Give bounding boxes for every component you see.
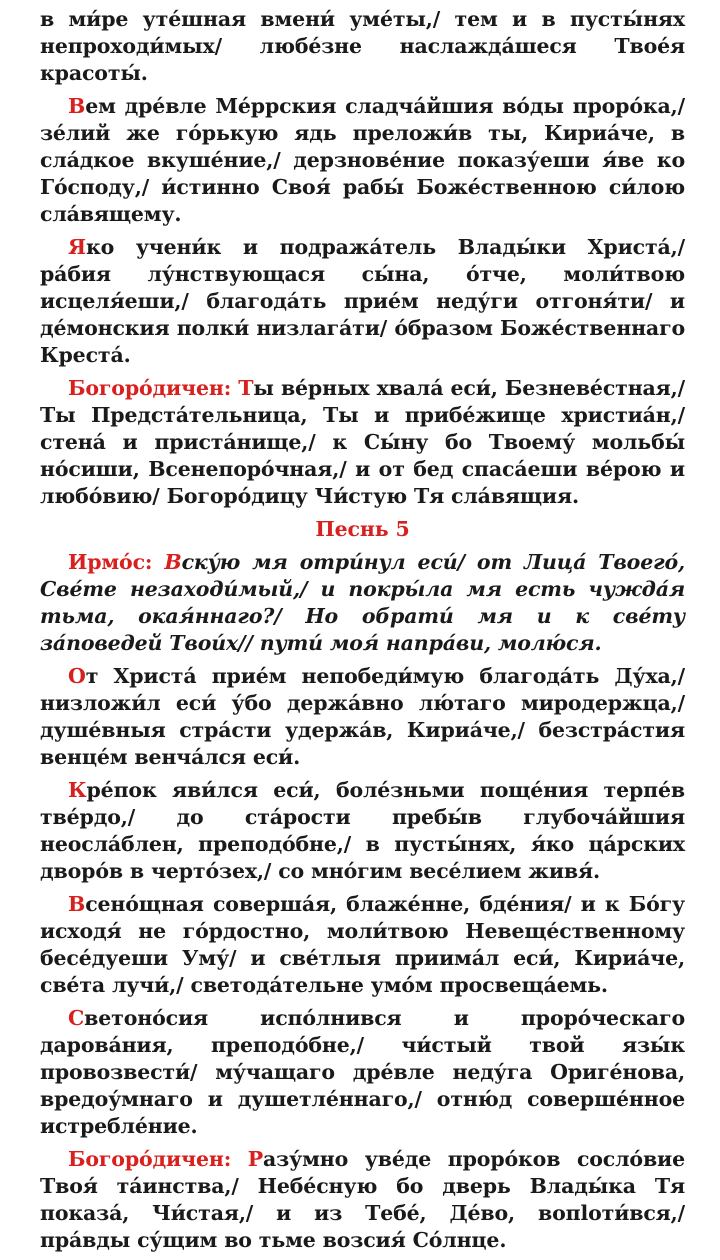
irmos-label: Ирмо́с: [68, 550, 165, 574]
paragraph-text: ем дре́вле Ме́ррския сладча́йшия во́ды проро́ка,/ зе́лий же го́рькую ядь преложи́в ты, Кириа́че, в сла́дкое вкуше́ние,/ дерзнове́ние показу́еши я́ве ко Го́споду,/ и́стинно Своя́ рабы́ Боже́ственною си́лою сла́вящему. [40, 94, 685, 226]
irmos-paragraph [40, 549, 685, 657]
troparion-paragraph [40, 891, 685, 999]
paragraph-text: т Христа́ прие́м непобеди́мую благода́ть Ду́ха,/ низложи́л еси́ у́бо держа́вно лю́таго миродержца,/ душе́вныя стра́сти удержа́в, Кириа́че,/ безстра́стия венце́м венча́лся еси́. [40, 664, 685, 769]
drop-initial: В [68, 94, 86, 118]
paragraph-text: ветоно́сия испо́лнився и проро́ческаго дарова́ния, преподо́бне,/ чи́стый твой язы́к провозвести́/ му́чащаго дре́вле неду́га Ориге́нова, вредоу́мнаго и душетле́ннаго,/ отню́д соверше́нное истребле́ние. [40, 1006, 685, 1138]
paragraph-continuation [40, 6, 685, 87]
ode-heading: Песнь 5 [315, 517, 410, 541]
paragraph-text: ко учени́к и подража́тель Влады́ки Христа́,/ ра́бия лу́нствующася сы́на, о́тче, моли́твою исцеля́еши,/ благода́ть прие́м неду́ги отгоня́ти/ и де́монския полки́ низлага́ти/ о́бразом Боже́ственнаго Креста́. [40, 235, 685, 367]
paragraph-text: ре́пок яви́лся еси́, боле́зньми поще́ния терпе́в тве́рдо,/ до ста́рости пребы́в глубоча́йшия неосла́блен, преподо́бне,/ в пусты́нях, я́ко ца́рских дворо́в в черто́зех,/ со мно́гим весе́лием живя́. [40, 778, 685, 883]
theotokion-label: Богоро́дичен: [68, 376, 239, 400]
troparion-paragraph [40, 1005, 685, 1140]
drop-initial: Р [247, 1147, 264, 1171]
paragraph-text: азу́мно уве́де проро́ков сосло́вие Твоя́ та́инства,/ Небе́сную бо дверь Влады́ка Тя показа́, Чи́стая,/ и из Тебе́, Де́во, вопloти́вся,/ пра́вды су́щим во тьме возсия́ Со́лнце. [40, 1147, 685, 1252]
theotokion-label: Богоро́дичен: [68, 1147, 248, 1171]
paragraph-text: в ми́ре уте́шная вмени́ уме́ты,/ тем и в пусты́нях непроходи́мых/ любе́зне наслажда́шеся Твое́я красоты́. [40, 7, 685, 85]
theotokion-paragraph [40, 375, 685, 510]
paragraph-text: ы ве́рных хвала́ еси́, Безневе́стная,/ Ты Предста́тельница, Ты и прибе́жище христиа́н,/ стена́ и приста́нище,/ к Сы́ну бо Твоему́ мольбы́ но́сиши, Всенепоро́чная,/ и от бед спаса́еши ве́рою и любо́вию/ Богоро́дицу Чи́стую Тя сла́вящия. [40, 376, 686, 508]
drop-initial: В [68, 892, 86, 916]
troparion-paragraph [40, 234, 685, 369]
drop-initial: Т [238, 376, 254, 400]
troparion-paragraph [40, 93, 685, 228]
drop-initial: К [68, 778, 87, 802]
troparion-paragraph [40, 777, 685, 885]
drop-initial: В [164, 550, 182, 574]
theotokion-paragraph [40, 1146, 685, 1254]
drop-initial: С [68, 1006, 85, 1030]
paragraph-text: сено́щная соверша́я, блаже́нне, бде́ния/ и к Бо́гу исходя́ не го́рдостно, моли́твою Невеще́ственному бесе́дуеши Уму́/ и све́тлыя приима́л еси́, Кириа́че, све́та лучи́,/ светода́тельне умо́м просвеща́емь. [40, 892, 685, 997]
page-text [40, 6, 685, 1260]
irmos-text: ску́ю мя отри́нул еси́/ от Лица́ Твоего́, Све́те незаходи́мый,/ и покры́ла мя есть чужда́я тьма, окая́ннаго?/ Но обрати́ мя и к све́ту за́поведей Твои́х// пути́ моя́ напра́ви, молю́ся. [40, 550, 685, 655]
drop-initial: О [68, 664, 86, 688]
drop-initial: Я [68, 235, 86, 259]
troparion-paragraph [40, 663, 685, 771]
